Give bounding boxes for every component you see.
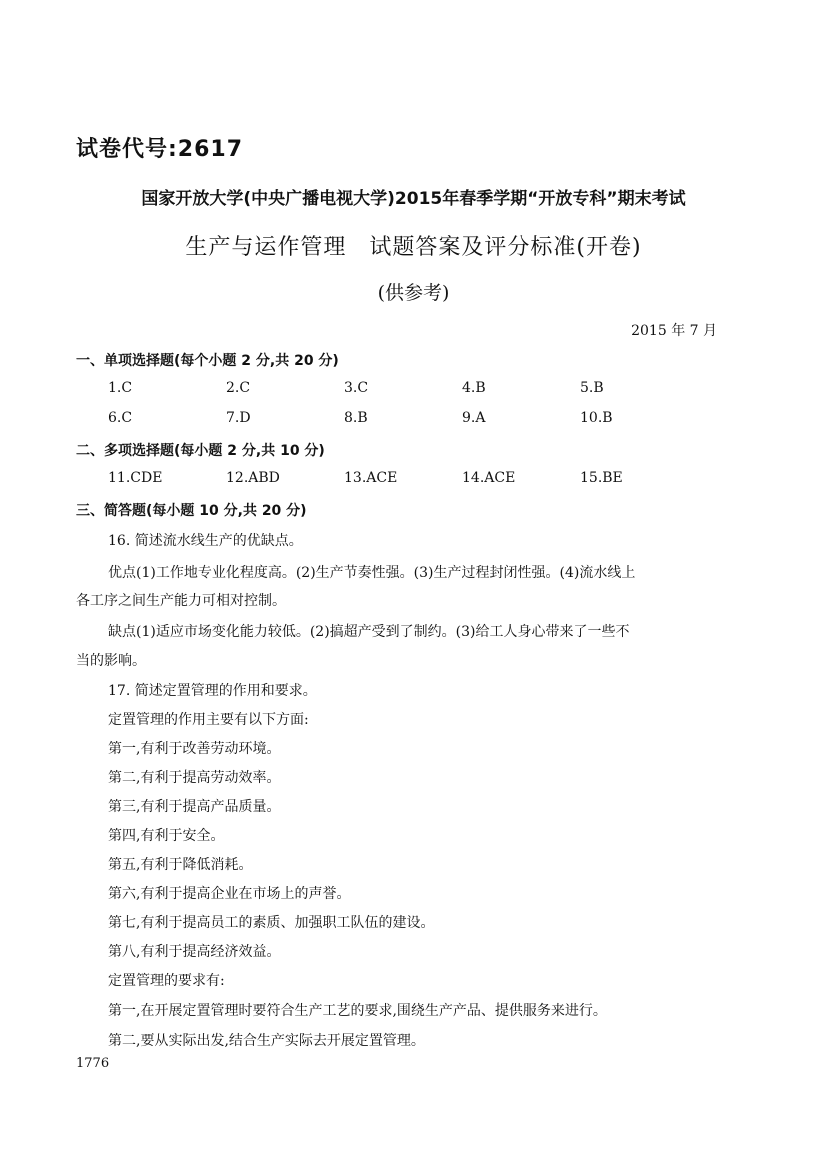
answer-8: 8.B [344,410,368,426]
answer-4: 4.B [462,380,486,396]
answer-14: 14.ACE [462,470,516,486]
exam-date: 2015 年 7 月 [631,323,717,339]
answer-line: 第四,有利于安全。 [108,828,225,844]
answer-7: 7.D [226,410,251,426]
answer-line: 第七,有利于提高员工的素质、加强职工队伍的建设。 [108,915,435,931]
answer-13: 13.ACE [344,470,398,486]
exam-title: 国家开放大学(中央广播电视大学)2015年春季学期“开放专科”期末考试 [141,189,686,209]
answer-line: 定置管理的作用主要有以下方面: [108,712,309,728]
page-number: 1776 [76,1056,110,1071]
answer-10: 10.B [580,410,613,426]
answer-2: 2.C [226,380,251,396]
section-multi-choice-heading: 二、多项选择题(每小题 2 分,共 10 分) [76,443,325,459]
answer-6: 6.C [108,410,133,426]
answer-15: 15.BE [580,470,623,486]
paper-title: 生产与运作管理 试题答案及评分标准(开卷) [185,235,642,260]
question-16: 16. 简述流水线生产的优缺点。 [108,533,303,549]
answer-line: 第二,有利于提高劳动效率。 [108,770,281,786]
answer-line: 第一,有利于改善劳动环境。 [108,741,281,757]
section-short-answer-heading: 三、简答题(每小题 10 分,共 20 分) [76,503,307,519]
answer-line: 第六,有利于提高企业在市场上的声誉。 [108,886,351,902]
answer-line: 第一,在开展定置管理时要符合生产工艺的要求,围绕生产产品、提供服务来进行。 [108,1003,607,1019]
subtitle: (供参考) [377,282,450,304]
question-17: 17. 简述定置管理的作用和要求。 [108,683,317,699]
answer-9: 9.A [462,410,486,426]
answer-line: 缺点(1)适应市场变化能力较低。(2)搞超产受到了制约。(3)给工人身心带来了一些不 [108,624,630,640]
answer-12: 12.ABD [226,470,280,486]
answer-3: 3.C [344,380,369,396]
section-single-choice-heading: 一、单项选择题(每个小题 2 分,共 20 分) [76,353,339,369]
answer-line: 第五,有利于降低消耗。 [108,857,253,873]
paper-code: 试卷代号:2617 [76,137,244,162]
answer-line: 当的影响。 [76,653,146,669]
answer-11: 11.CDE [108,470,163,486]
answer-line: 第八,有利于提高经济效益。 [108,944,281,960]
answer-line: 第三,有利于提高产品质量。 [108,799,281,815]
answer-5: 5.B [580,380,604,396]
answer-line: 优点(1)工作地专业化程度高。(2)生产节奏性强。(3)生产过程封闭性强。(4)流水线上 [108,565,636,581]
answer-line: 第二,要从实际出发,结合生产实际去开展定置管理。 [108,1033,425,1049]
answer-1: 1.C [108,380,133,396]
answer-line: 各工序之间生产能力可相对控制。 [76,593,286,609]
answer-line: 定置管理的要求有: [108,973,225,989]
